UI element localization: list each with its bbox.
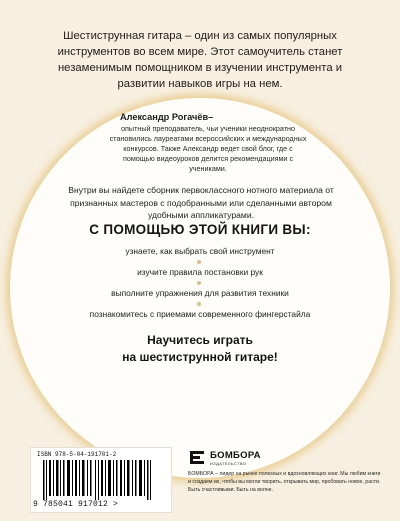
benefit-item: выполните упражнения для развития техники bbox=[111, 288, 289, 298]
author-bio: опытный преподаватель, чьи ученики неоднократно становились лауреатами всероссийских и международных конкурсов. Также Александр ведет свой блог, где с помощью видеоуроков делится рекомендациями с учениками. bbox=[109, 124, 307, 173]
logo-name: БОМБОРА bbox=[210, 450, 261, 461]
call-to-action bbox=[40, 332, 360, 366]
cta-line-1: Научитесь играть bbox=[147, 333, 253, 347]
intro-paragraph: Шестиструнная гитара – один из самых популярных инструментов во всем мире. Этот самоучитель станет незаменимым помощником в изучении инструмента и развитии навыков игры на нем. bbox=[57, 30, 343, 90]
inside-description: Внутри вы найдете сборник первоклассного нотного материала от признанных мастеров с подобранными или сделанными автором удобными аппликатурами. bbox=[68, 185, 334, 220]
benefits-title: С ПОМОЩЬЮ ЭТОЙ КНИГИ ВЫ: bbox=[89, 222, 311, 237]
separator-dot bbox=[197, 281, 201, 285]
benefit-item: изучите правила постановки рук bbox=[137, 267, 263, 277]
author-name: Александр Рогачёв– bbox=[120, 112, 214, 122]
separator-dot bbox=[197, 260, 201, 264]
isbn-digits: 9 785041 917012 > bbox=[33, 500, 119, 509]
cta-line-2: на шестиструнной гитаре! bbox=[122, 350, 278, 364]
barcode bbox=[30, 447, 172, 513]
separator-dot bbox=[197, 302, 201, 306]
benefit-item: познакомитесь с приемами современного фингерстайла bbox=[89, 309, 311, 319]
isbn-label: ISBN 978-5-04-191701-2 bbox=[37, 451, 117, 458]
logo-subtitle: ИЗДАТЕЛЬСТВО bbox=[210, 461, 247, 466]
benefit-item: узнаете, как выбрать свой инструмент bbox=[125, 246, 275, 256]
barcode-bars bbox=[43, 460, 159, 500]
publisher-description: БОМБОРА – лидер на рынке полезных и вдохновляющих книг. Мы любим книги и создаем их, чтобы вы могли творить, открывать мир, пробовать новое, расти. Быть счастливыми. Быть на волне. bbox=[188, 471, 381, 493]
